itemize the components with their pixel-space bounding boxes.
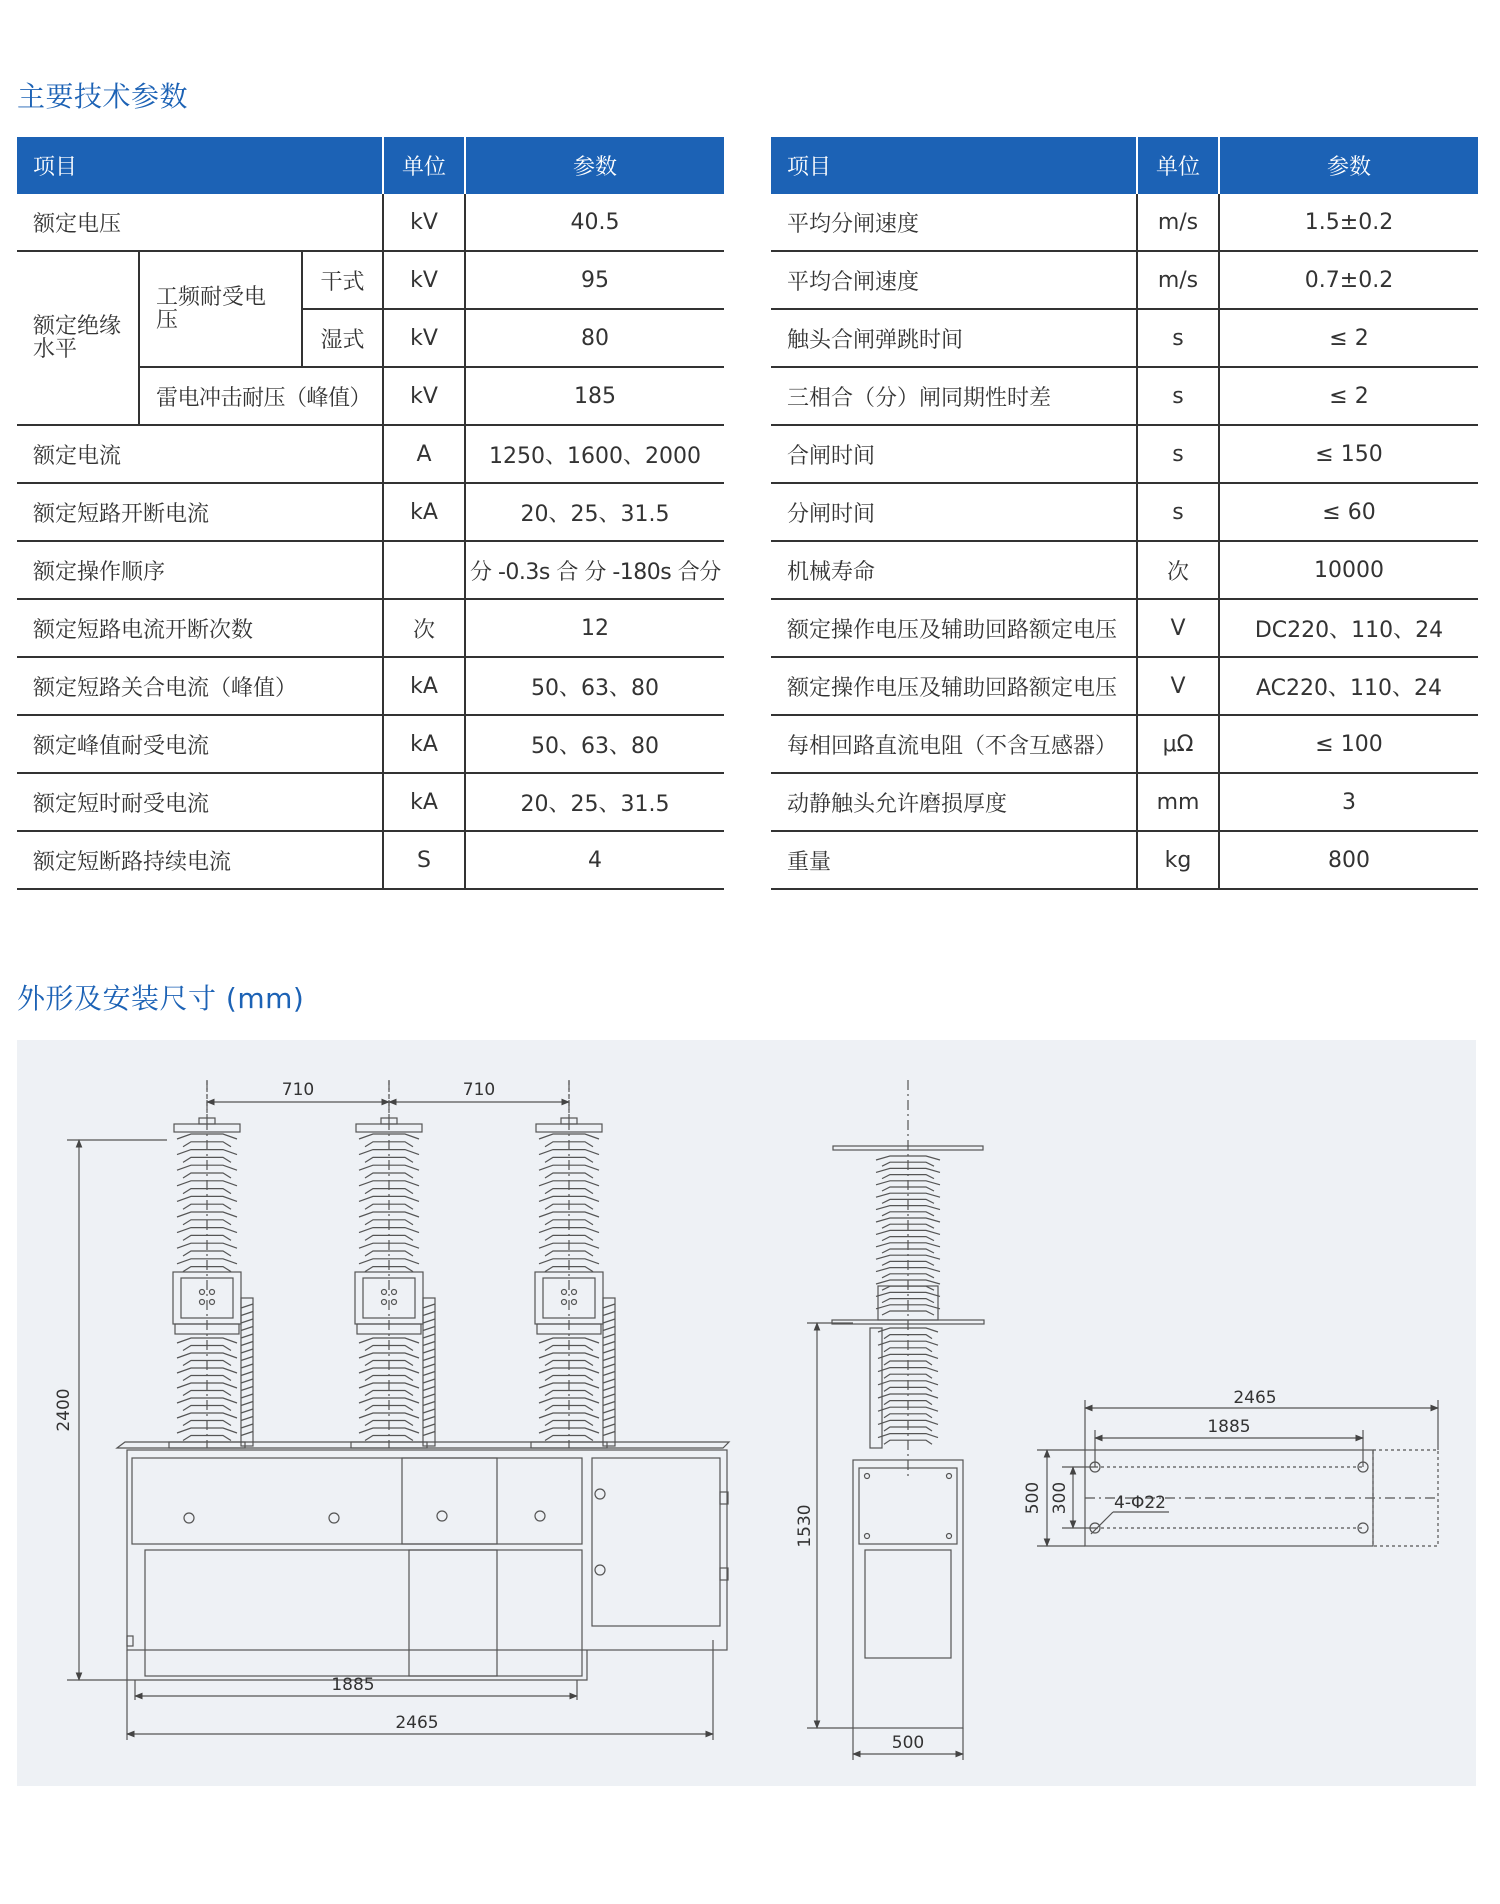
header-unit: 单位 <box>383 137 465 194</box>
row-item: 平均合闸速度 <box>771 251 1137 309</box>
section-title-dimensions: 外形及安装尺寸 (mm) <box>17 982 305 1015</box>
row-unit: 次 <box>383 599 465 657</box>
row-item: 额定电流 <box>17 425 383 483</box>
table-row <box>771 773 1478 831</box>
row-unit: 次 <box>1137 541 1219 599</box>
row-unit: s <box>1137 309 1219 367</box>
row-unit: A <box>383 425 465 483</box>
table-row <box>771 657 1478 715</box>
row-item: 额定峰值耐受电流 <box>17 715 383 773</box>
row-item: 额定电压 <box>17 194 383 251</box>
row-sub: 湿式 <box>302 309 383 367</box>
dim-pole-spacing-2: 710 <box>462 1080 496 1100</box>
pole-insulator <box>169 1080 253 1448</box>
row-item: 额定操作电压及辅助回路额定电压 <box>771 599 1137 657</box>
table-row <box>17 425 724 483</box>
row-item: 重量 <box>771 831 1137 889</box>
table-row <box>17 251 724 309</box>
front-view <box>54 1080 729 1740</box>
dim-mount-span: 1885 <box>331 1675 375 1695</box>
table-row <box>771 599 1478 657</box>
row-item: 额定短路关合电流（峰值） <box>17 657 383 715</box>
row-value: 80 <box>465 309 724 367</box>
row-unit: s <box>1137 367 1219 425</box>
dim-pole-spacing-1: 710 <box>281 1080 315 1100</box>
row-value: ≤ 2 <box>1219 309 1478 367</box>
row-value: 3 <box>1219 773 1478 831</box>
spec-table-right <box>771 137 1478 890</box>
row-unit: s <box>1137 483 1219 541</box>
row-item: 动静触头允许磨损厚度 <box>771 773 1137 831</box>
table-row <box>771 251 1478 309</box>
side-cabinet <box>853 1460 963 1728</box>
base-plan <box>1023 1388 1438 1546</box>
table-row <box>771 194 1478 251</box>
row-item: 平均分闸速度 <box>771 194 1137 251</box>
row-unit: μΩ <box>1137 715 1219 773</box>
table-row <box>771 367 1478 425</box>
row-item: 额定短断路持续电流 <box>17 831 383 889</box>
row-subgroup: 工频耐受电压 <box>139 251 302 367</box>
row-value: 50、63、80 <box>465 715 724 773</box>
row-item: 额定短时耐受电流 <box>17 773 383 831</box>
table-row <box>771 309 1478 367</box>
row-value: 10000 <box>1219 541 1478 599</box>
pole-insulator <box>351 1080 435 1448</box>
side-view <box>795 1080 984 1760</box>
dim-overall-width: 2465 <box>395 1713 439 1733</box>
table-row <box>17 715 724 773</box>
row-sub: 干式 <box>302 251 383 309</box>
row-value: 50、63、80 <box>465 657 724 715</box>
header-unit: 单位 <box>1137 137 1219 194</box>
table-row <box>771 483 1478 541</box>
row-item: 额定操作电压及辅助回路额定电压 <box>771 657 1137 715</box>
row-value: 95 <box>465 251 724 309</box>
row-value: 分 -0.3s 合 分 -180s 合分 <box>465 541 724 599</box>
dim-base-hole-span: 1885 <box>1207 1417 1251 1437</box>
table-row <box>771 541 1478 599</box>
spec-table-left <box>17 137 724 890</box>
row-unit: kV <box>383 367 465 425</box>
row-unit: kA <box>383 773 465 831</box>
row-value: ≤ 60 <box>1219 483 1478 541</box>
row-item: 分闸时间 <box>771 483 1137 541</box>
header-value: 参数 <box>465 137 724 194</box>
row-group: 额定绝缘水平 <box>17 251 139 425</box>
dim-mount-holes: 4-Φ22 <box>1114 1493 1166 1513</box>
row-item: 额定操作顺序 <box>17 541 383 599</box>
row-unit: V <box>1137 657 1219 715</box>
row-value: 40.5 <box>465 194 724 251</box>
row-unit: kV <box>383 309 465 367</box>
row-unit: kA <box>383 657 465 715</box>
table-row <box>17 194 724 251</box>
row-value: ≤ 100 <box>1219 715 1478 773</box>
row-unit: kV <box>383 251 465 309</box>
row-value: AC220、110、24 <box>1219 657 1478 715</box>
table-row <box>17 657 724 715</box>
header-item: 项目 <box>771 137 1137 194</box>
row-value: 1.5±0.2 <box>1219 194 1478 251</box>
row-value: 0.7±0.2 <box>1219 251 1478 309</box>
row-unit: m/s <box>1137 251 1219 309</box>
table-row <box>17 541 724 599</box>
row-unit: m/s <box>1137 194 1219 251</box>
dim-base-hole-depth: 300 <box>1050 1481 1070 1515</box>
row-value: 20、25、31.5 <box>465 483 724 541</box>
dimension-drawing <box>17 1040 1476 1786</box>
dimension-drawing-panel <box>17 1040 1476 1786</box>
row-item: 额定短路电流开断次数 <box>17 599 383 657</box>
dim-side-height: 1530 <box>795 1504 815 1548</box>
row-unit <box>383 541 465 599</box>
row-value: 12 <box>465 599 724 657</box>
row-unit: kA <box>383 715 465 773</box>
table-row <box>17 483 724 541</box>
table-row <box>17 831 724 889</box>
row-unit: kA <box>383 483 465 541</box>
row-item: 触头合闸弹跳时间 <box>771 309 1137 367</box>
row-item: 每相回路直流电阻（不含互感器） <box>771 715 1137 773</box>
row-unit: S <box>383 831 465 889</box>
table-row <box>771 425 1478 483</box>
table-row <box>771 715 1478 773</box>
row-sub: 雷电冲击耐压（峰值） <box>139 367 383 425</box>
row-item: 机械寿命 <box>771 541 1137 599</box>
row-value: DC220、110、24 <box>1219 599 1478 657</box>
table-row <box>771 831 1478 889</box>
pole-insulator <box>531 1080 615 1448</box>
row-item: 合闸时间 <box>771 425 1137 483</box>
row-value: ≤ 2 <box>1219 367 1478 425</box>
row-value: 800 <box>1219 831 1478 889</box>
dim-side-depth: 500 <box>891 1733 925 1753</box>
section-title-specs: 主要技术参数 <box>17 80 189 113</box>
row-unit: kg <box>1137 831 1219 889</box>
row-value: ≤ 150 <box>1219 425 1478 483</box>
header-value: 参数 <box>1219 137 1478 194</box>
table-row <box>17 599 724 657</box>
row-value: 1250、1600、2000 <box>465 425 724 483</box>
row-item: 三相合（分）闸同期性时差 <box>771 367 1137 425</box>
row-value: 20、25、31.5 <box>465 773 724 831</box>
header-item: 项目 <box>17 137 383 194</box>
row-unit: s <box>1137 425 1219 483</box>
table-row <box>17 773 724 831</box>
row-unit: mm <box>1137 773 1219 831</box>
row-unit: V <box>1137 599 1219 657</box>
row-unit: kV <box>383 194 465 251</box>
row-value: 185 <box>465 367 724 425</box>
row-value: 4 <box>465 831 724 889</box>
dim-base-depth: 500 <box>1023 1481 1043 1515</box>
row-item: 额定短路开断电流 <box>17 483 383 541</box>
dim-height: 2400 <box>54 1388 74 1432</box>
dim-base-width: 2465 <box>1233 1388 1277 1408</box>
